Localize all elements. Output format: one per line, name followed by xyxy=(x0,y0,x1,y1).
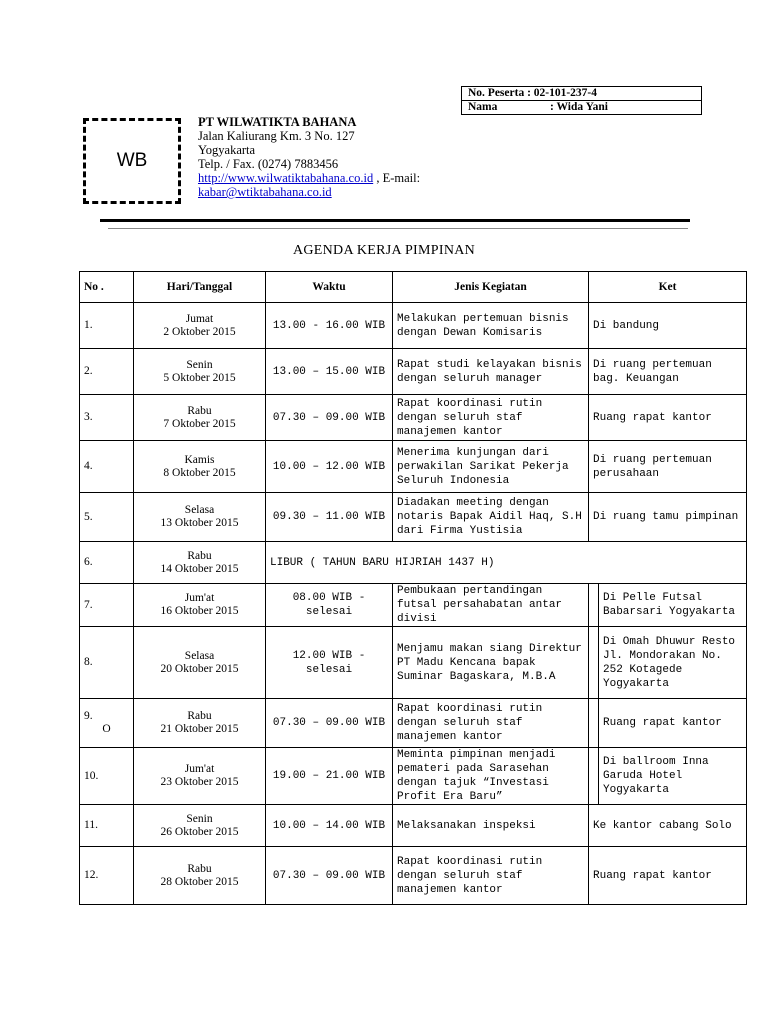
participant-name-value: : Wida Yani xyxy=(544,101,702,115)
row-note: Ruang rapat kantor xyxy=(589,847,747,905)
company-website-link[interactable]: http://www.wilwatiktabahana.co.id xyxy=(198,171,374,185)
row-date: 21 Oktober 2015 xyxy=(160,723,239,735)
header-note: Ket xyxy=(589,272,747,303)
row-time: 07.30 – 09.00 WIB xyxy=(266,395,393,441)
company-logo xyxy=(83,118,181,204)
table-row xyxy=(80,303,747,349)
row-number: 11. xyxy=(80,805,134,847)
table-row xyxy=(80,395,747,441)
row-time: 12.00 WIB - selesai xyxy=(266,627,393,699)
row-day: Selasa xyxy=(184,649,215,662)
row-activity: Rapat koordinasi rutin dengan seluruh staf manajemen kantor xyxy=(393,699,589,748)
row-day-date xyxy=(134,542,266,584)
row-number: 2. xyxy=(80,349,134,395)
row-time: 10.00 – 12.00 WIB xyxy=(266,441,393,493)
row-day: Senin xyxy=(186,358,213,371)
row-date: 28 Oktober 2015 xyxy=(160,875,239,888)
row-day-date xyxy=(134,699,266,748)
row-note: Ruang rapat kantor xyxy=(599,699,747,748)
row-date: 2 Oktober 2015 xyxy=(163,325,236,338)
row-day: Rabu xyxy=(187,862,212,875)
row-note: Di Omah Dhuwur Resto Jl. Mondorakan No. 252 Kotagede Yogyakarta xyxy=(599,627,747,699)
row-note: Di ruang pertemuan bag. Keuangan xyxy=(589,349,747,395)
row-day-date xyxy=(134,627,266,699)
row-day: Jum'at xyxy=(184,592,215,604)
row-note: Di ruang pertemuan perusahaan xyxy=(589,441,747,493)
row-number: 3. xyxy=(80,395,134,441)
row-date: 16 Oktober 2015 xyxy=(160,605,239,617)
row-activity: Menjamu makan siang Direktur PT Madu Kencana bapak Suminar Bagaskara, M.B.A xyxy=(393,627,589,699)
row-date: 8 Oktober 2015 xyxy=(163,466,236,479)
row-activity: Pembukaan pertandingan futsal persahabatan antar divisi xyxy=(393,584,589,627)
row-number: 12. xyxy=(80,847,134,905)
company-address: Jalan Kaliurang Km. 3 No. 127 xyxy=(198,129,355,143)
row-day: Rabu xyxy=(187,404,212,417)
header-no: No . xyxy=(80,272,134,303)
participant-name-label: Nama xyxy=(462,101,545,115)
header-activity: Jenis Kegiatan xyxy=(393,272,589,303)
row-date: 13 Oktober 2015 xyxy=(160,517,239,529)
row-note: Ke kantor cabang Solo xyxy=(589,805,747,847)
row-number: 5. xyxy=(80,493,134,542)
row-number: 1. xyxy=(80,303,134,349)
row-activity: Rapat studi kelayakan bisnis dengan seluruh manager xyxy=(393,349,589,395)
row-activity: Meminta pimpinan menjadi pemateri pada Sarasehan dengan tajuk “Investasi Profit Era Baru” xyxy=(393,748,589,805)
row-date: 26 Oktober 2015 xyxy=(160,825,239,838)
row-note: Di ballroom Inna Garuda Hotel Yogyakarta xyxy=(599,748,747,805)
row-day: Jumat xyxy=(185,312,214,325)
row-day-date xyxy=(134,748,266,805)
row-day: Selasa xyxy=(184,504,215,516)
row-day: Rabu xyxy=(187,549,212,562)
row-time: 13.00 - 16.00 WIB xyxy=(266,303,393,349)
row-mark: O xyxy=(102,723,111,735)
row-day-date xyxy=(134,303,266,349)
row-spacer xyxy=(589,748,599,805)
page-title: AGENDA KERJA PIMPINAN xyxy=(292,243,476,258)
table-row xyxy=(80,627,747,699)
row-activity: Rapat koordinasi rutin dengan seluruh staf manajemen kantor xyxy=(393,847,589,905)
company-city: Yogyakarta xyxy=(198,143,256,157)
row-spacer xyxy=(589,584,599,627)
header-time: Waktu xyxy=(266,272,393,303)
table-row xyxy=(80,805,747,847)
row-number: 4. xyxy=(80,441,134,493)
row-number: 8. xyxy=(80,627,134,699)
row-day-date xyxy=(134,395,266,441)
row-time: 07.30 – 09.00 WIB xyxy=(266,847,393,905)
row-date: 7 Oktober 2015 xyxy=(163,417,236,430)
table-row xyxy=(80,349,747,395)
row-time: 10.00 – 14.00 WIB xyxy=(266,805,393,847)
table-row xyxy=(80,847,747,905)
header-rule-thick xyxy=(100,219,690,222)
participant-number: No. Peserta : 02-101-237-4 xyxy=(462,87,702,101)
row-activity: Menerima kunjungan dari perwakilan Sarikat Pekerja Seluruh Indonesia xyxy=(393,441,589,493)
row-note: Di ruang tamu pimpinan xyxy=(589,493,747,542)
row-date: 23 Oktober 2015 xyxy=(160,776,239,788)
header-day: Hari/Tanggal xyxy=(134,272,266,303)
row-activity: Melaksanakan inspeksi xyxy=(393,805,589,847)
company-phone: Telp. / Fax. (0274) 7883456 xyxy=(198,157,339,171)
row-day: Jum'at xyxy=(184,763,215,775)
table-header-row xyxy=(80,272,747,303)
table-row xyxy=(80,441,747,493)
row-day-date xyxy=(134,805,266,847)
company-name: PT WILWATIKTA BAHANA xyxy=(198,115,357,129)
row-date: 14 Oktober 2015 xyxy=(160,562,239,575)
row-note: Di bandung xyxy=(589,303,747,349)
row-day-date xyxy=(134,584,266,627)
table-row xyxy=(80,584,747,627)
row-date: 5 Oktober 2015 xyxy=(163,371,236,384)
row-day-date xyxy=(134,847,266,905)
logo-text: WB xyxy=(116,150,148,171)
row-time: 09.30 – 11.00 WIB xyxy=(266,493,393,542)
row-number: 6. xyxy=(80,542,134,584)
table-row xyxy=(80,699,747,748)
row-activity: Diadakan meeting dengan notaris Bapak Aidil Haq, S.H dari Firma Yustisia xyxy=(393,493,589,542)
row-activity: Melakukan pertemuan bisnis dengan Dewan Komisaris xyxy=(393,303,589,349)
row-activity: Rapat koordinasi rutin dengan seluruh staf manajemen kantor xyxy=(393,395,589,441)
row-time: 08.00 WIB - selesai xyxy=(266,584,393,627)
row-time: 19.00 – 21.00 WIB xyxy=(266,748,393,805)
row-day: Kamis xyxy=(184,453,215,466)
agenda-table xyxy=(79,271,747,905)
row-date: 20 Oktober 2015 xyxy=(160,662,239,675)
row-number: 7. xyxy=(80,584,134,627)
row-day-date xyxy=(134,493,266,542)
table-row xyxy=(80,748,747,805)
row-holiday: LIBUR ( TAHUN BARU HIJRIAH 1437 H) xyxy=(266,542,747,584)
row-spacer xyxy=(589,627,599,699)
table-row xyxy=(80,493,747,542)
row-number: 10. xyxy=(80,748,134,805)
row-time: 07.30 – 09.00 WIB xyxy=(266,699,393,748)
row-spacer xyxy=(589,699,599,748)
row-note: Di Pelle Futsal Babarsari Yogyakarta xyxy=(599,584,747,627)
participant-box xyxy=(461,86,702,115)
row-note: Ruang rapat kantor xyxy=(589,395,747,441)
row-day: Senin xyxy=(186,812,213,825)
header-rule-thin xyxy=(108,228,688,229)
company-email-link[interactable]: kabar@wtiktabahana.co.id xyxy=(198,185,332,199)
row-number: 9. O xyxy=(80,699,134,748)
row-time: 13.00 – 15.00 WIB xyxy=(266,349,393,395)
row-day-date xyxy=(134,441,266,493)
email-separator: , E-mail: xyxy=(376,171,421,185)
row-day-date xyxy=(134,349,266,395)
company-letterhead xyxy=(198,115,420,199)
row-day: Rabu xyxy=(187,710,212,722)
table-row xyxy=(80,542,747,584)
